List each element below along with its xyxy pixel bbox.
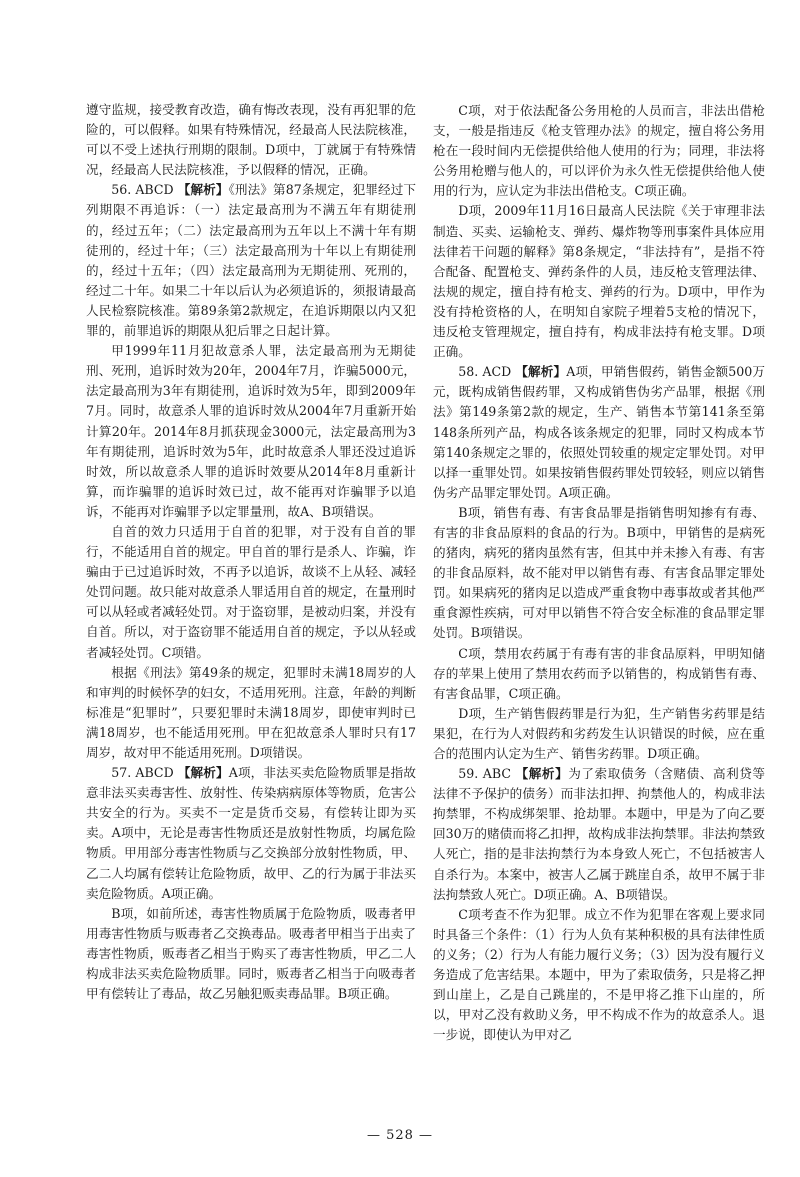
paragraph: 甲1999年11月犯故意杀人罪，法定最高刑为无期徒刑、死刑，追诉时效为20年，2004年7月，诈骗5000元，法定最高刑为3年有期徒刑，追诉时效为5年，即到2009年7月。同时，故意杀人罪的追诉时效从2004年7月重新开始计算20年。2014年8月抓获现金3000元，法定最高刑为3年有期徒刑，追诉时效为5年，此时故意杀人罪还没过追诉时效，所以故意杀人罪的追诉时效要从2014年8月重新计算，而诈骗罪的追诉时效已过，故不能再对诈骗罪予以追诉，不能再对诈骗罪予以定罪量刑，故A、B项错误。 <box>86 343 416 519</box>
answer-number: 56. ABCD <box>111 182 174 198</box>
answer-number: 57. ABCD <box>111 765 174 781</box>
analysis-tag: 【解析】 <box>515 766 569 782</box>
answer-text: A项，非法买卖危险物质罪是指故意非法买卖毒害性、放射性、传染病病原体等物质，危害公共安全的行为。买卖不一定是货币交易，有偿转让即为买卖。A项中，无论是毒害性物质还是放射性物质，均属危险物质。甲用部分毒害性物质与乙交换部分放射性物质，甲、乙二人均属有偿转让危险物质，故甲、乙的行为属于非法买卖危险物质。A项正确。 <box>86 765 416 901</box>
paragraph: D项，生产销售假药罪是行为犯，生产销售劣药罪是结果犯，在行为人对假药和劣药发生认识错误的时候，应在重合的范围内认定为生产、销售劣药罪。D项正确。 <box>433 705 765 761</box>
answer-59 <box>433 764 765 905</box>
analysis-tag: 【解析】 <box>515 364 567 380</box>
paragraph: 根据《刑法》第49条的规定，犯罪时未满18周岁的人和审判的时候怀孕的妇女，不适用死刑。注意，年龄的判断标准是“犯罪时”，只要犯罪时未满18周岁，即使审判时已满18周岁，也不能适用死刑。甲在犯故意杀人罪时只有17周岁，故对甲不能适用死刑。D项错误。 <box>86 664 416 760</box>
left-column <box>86 100 416 1004</box>
answer-text: 《刑法》第87条规定，犯罪经过下列期限不再追诉：（一）法定最高刑为不满五年有期徒刑的，经过五年；（二）法定最高刑为五年以上不满十年有期徒刑的，经过十年；（三）法定最高刑为十年以上有期徒刑的，经过十五年；（四）法定最高刑为无期徒刑、死刑的，经过二十年。如果二十年以后认为必须追诉的，须报请最高人民检察院核准。第89条第2款规定，在追诉期限以内又犯罪的，前罪追诉的期限从犯后罪之日起计算。 <box>86 182 416 339</box>
answer-number: 59. ABC <box>458 766 512 782</box>
page-number: — 528 — <box>366 1128 434 1143</box>
answer-number: 58. ACD <box>458 364 512 380</box>
paragraph: B项，如前所述，毒害性物质属于危险物质，吸毒者甲用毒害性物质与贩毒者乙交换毒品。吸毒者甲相当于出卖了毒害性物质，贩毒者乙相当于购买了毒害性物质，甲乙二人构成非法买卖危险物质罪。同时，贩毒者乙相当于向吸毒者甲有偿转让了毒品，故乙另触犯贩卖毒品罪。B项正确。 <box>86 905 416 1002</box>
answer-56 <box>86 180 416 341</box>
paragraph: B项，销售有毒、有害食品罪是指销售明知掺有有毒、有害的非食品原料的食品的行为。B项中，甲销售的是病死的猪肉，病死的猪肉虽然有害，但其中并未掺入有毒、有害的非食品原料，故不能对甲以销售有毒、有害食品罪定罪处罚。如果病死的猪肉足以造成严重食物中毒事故或者其他严重食源性疾病，可对甲以销售不符合安全标准的食品罪定罪处罚。B项错误。 <box>433 504 765 641</box>
answer-text: A项，甲销售假药，销售金额500万元，既构成销售假药罪，又构成销售伪劣产品罪，根据《刑法》第149条第2款的规定，生产、销售本节第141条至第148条所列产品，构成各该条规定的犯罪，同时又构成本节第140条规定之罪的，依照处罚较重的规定定罪处罚。对甲以择一重罪处罚。如果按销售假药罪处罚较轻，则应以销售伪劣产品罪定罪处罚。A项正确。 <box>433 364 765 500</box>
paragraph-continued: 遵守监规，接受教育改造，确有悔改表现，没有再犯罪的危险的，可以假释。如果有特殊情况，经最高人民法院核准，可以不受上述执行刑期的限制。D项中，丁就属于有特殊情况，经最高人民法院核准，予以假释的情况，正确。 <box>86 102 416 178</box>
paragraph: 自首的效力只适用于自首的犯罪，对于没有自首的罪行，不能适用自首的规定。甲自首的罪行是杀人、诈骗，诈骗由于已过追诉时效，不再予以追诉，故谈不上从轻、减轻处罚问题。故只能对故意杀人罪适用自首的规定，在量刑时可以从轻或者减轻处罚。对于盗窃罪，是被动归案，并没有自首。所以，对于盗窃罪不能适用自首的规定，予以从轻或者减轻处罚。C项错。 <box>86 523 416 660</box>
answer-58 <box>433 362 765 503</box>
answer-text: 为了索取债务（含赌债、高利贷等法律不予保护的债务）而非法扣押、拘禁他人的，构成非法拘禁罪，不构成绑架罪、抢劫罪。本题中，甲是为了向乙要回30万的赌债而将乙扣押，故构成非法拘禁罪。非法拘禁致人死亡，指的是非法拘禁行为本身致人死亡，不包括被害人自杀行为。本案中，被害人乙属于跳崖自杀，故甲不属于非法拘禁致人死亡。D项正确。A、B项错误。 <box>433 766 765 902</box>
analysis-tag: 【解析】 <box>177 765 229 781</box>
paragraph: C项，禁用农药属于有毒有害的非食品原料，甲明知储存的苹果上使用了禁用农药而予以销售的，构成销售有毒、有害食品罪，C项正确。 <box>433 645 765 701</box>
answer-57 <box>86 763 416 904</box>
paragraph: D项，2009年11月16日最高人民法院《关于审理非法制造、买卖、运输枪支、弹药、爆炸物等刑事案件具体应用法律若干问题的解释》第8条规定，“非法持有”，是指不符合配备、配置枪支、弹药条件的人员，违反枪支管理法律、法规的规定，擅自持有枪支、弹药的行为。D项中，甲作为没有持枪资格的人，在明知自家院子埋着5支枪的情况下，违反枪支管理规定，擅自持有，构成非法持有枪支罪。D项正确。 <box>433 203 765 360</box>
paragraph: C项，对于依法配备公务用枪的人员而言，非法出借枪支，一般是指违反《枪支管理办法》的规定，擅自将公务用枪在一段时间内无偿提供给他人使用的行为；同理，非法将公务用枪赠与他人的，可以评价为永久性无偿提供给他人使用的行为，应认定为非法出借枪支。C项正确。 <box>433 103 765 199</box>
paragraph: C项考查不作为犯罪。成立不作为犯罪在客观上要求同时具备三个条件：（1）行为人负有某种积极的具有法律性质的义务；（2）行为人有能力履行义务；（3）因为没有履行义务造成了危害结果。本题中，甲为了索取债务，只是将乙押到山崖上，乙是自己跳崖的，不是甲将乙推下山崖的，所以，甲对乙没有救助义务，甲不构成不作为的故意杀人。退一步说，即使认为甲对乙 <box>433 906 765 1043</box>
right-column <box>433 101 765 1045</box>
analysis-tag: 【解析】 <box>177 182 229 198</box>
